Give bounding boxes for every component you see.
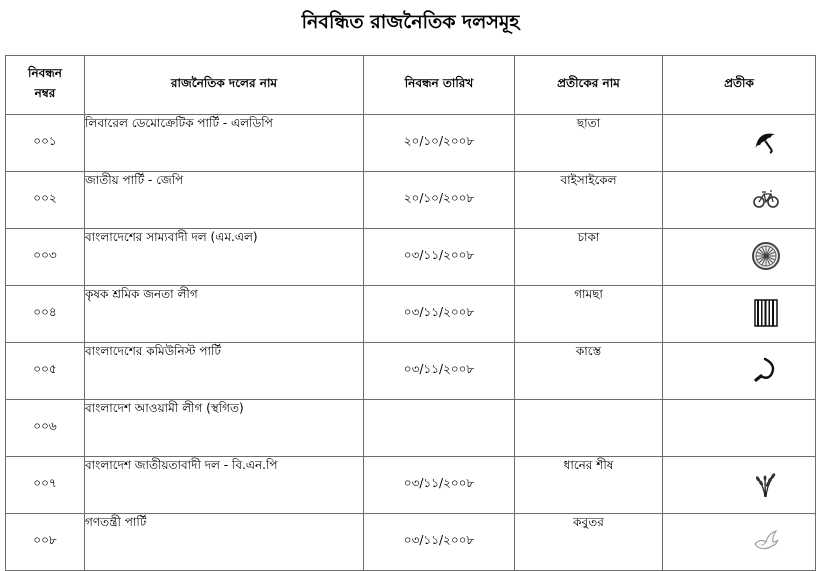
sickle-icon	[753, 357, 779, 383]
reg-date-cell: ০৩/১১/২০০৮	[364, 514, 515, 571]
table-row	[6, 343, 816, 400]
symbol-cell	[663, 343, 816, 400]
table-row	[6, 172, 816, 229]
header-serial: নিবন্ধন নম্বর	[6, 56, 85, 115]
party-name-cell: কৃষক শ্রমিক জনতা লীগ	[85, 286, 364, 343]
header-party-name: রাজনৈতিক দলের নাম	[85, 56, 364, 115]
symbol-cell	[663, 457, 816, 514]
symbol-name-cell: বাইসাইকেল	[515, 172, 663, 229]
symbol-name-cell	[515, 400, 663, 457]
serial-cell: ০০১	[6, 115, 85, 172]
party-name-cell: লিবারেল ডেমোক্রেটিক পার্টি - এলডিপি	[85, 115, 364, 172]
party-name-cell: জাতীয় পার্টি - জেপি	[85, 172, 364, 229]
symbol-name-cell: ধানের শীষ	[515, 457, 663, 514]
party-name-cell: গণতন্ত্রী পার্টি	[85, 514, 364, 571]
symbol-cell	[663, 514, 816, 571]
header-reg-date: নিবন্ধন তারিখ	[364, 56, 515, 115]
symbol-name-cell: ছাতা	[515, 115, 663, 172]
serial-cell: ০০৮	[6, 514, 85, 571]
symbol-name-cell: কবুতর	[515, 514, 663, 571]
serial-cell: ০০৬	[6, 400, 85, 457]
table-header-row	[6, 56, 816, 115]
serial-cell: ০০৭	[6, 457, 85, 514]
table-row	[6, 514, 816, 571]
umbrella-icon	[753, 129, 779, 155]
reg-date-cell: ০৩/১১/২০০৮	[364, 457, 515, 514]
reg-date-cell: ২০/১০/২০০৮	[364, 172, 515, 229]
header-symbol: প্রতীক	[663, 56, 816, 115]
reg-date-cell: ২০/১০/২০০৮	[364, 115, 515, 172]
reg-date-cell	[364, 400, 515, 457]
symbol-name-cell: গামছা	[515, 286, 663, 343]
reg-date-cell: ০৩/১১/২০০৮	[364, 286, 515, 343]
table-row	[6, 400, 816, 457]
gamchha-icon	[754, 298, 778, 328]
table-row	[6, 286, 816, 343]
party-name-cell: বাংলাদেশের সাম্যবাদী দল (এম.এল)	[85, 229, 364, 286]
reg-date-cell: ০৩/১১/২০০৮	[364, 229, 515, 286]
reg-date-cell: ০৩/১১/২০০৮	[364, 343, 515, 400]
wheel-icon	[751, 241, 781, 271]
table-row	[6, 115, 816, 172]
symbol-cell	[663, 286, 816, 343]
symbol-cell	[663, 115, 816, 172]
table-row	[6, 229, 816, 286]
party-name-cell: বাংলাদেশের কমিউনিস্ট পার্টি	[85, 343, 364, 400]
serial-cell: ০০২	[6, 172, 85, 229]
page-title: নিবন্ধিত রাজনৈতিক দলসমূহ	[301, 11, 520, 33]
serial-cell: ০০৩	[6, 229, 85, 286]
symbol-cell	[663, 400, 816, 457]
symbol-cell	[663, 172, 816, 229]
bicycle-icon	[753, 188, 779, 210]
dove-icon	[752, 528, 780, 554]
serial-cell: ০০৪	[6, 286, 85, 343]
symbol-name-cell: চাকা	[515, 229, 663, 286]
party-registration-table	[5, 55, 816, 571]
party-name-cell: বাংলাদেশ জাতীয়তাবাদী দল - বি.এন.পি	[85, 457, 364, 514]
symbol-cell	[663, 229, 816, 286]
party-name-cell: বাংলাদেশ আওয়ামী লীগ (স্থগিত)	[85, 400, 364, 457]
header-symbol-name: প্রতীকের নাম	[515, 56, 663, 115]
symbol-name-cell: কাস্তে	[515, 343, 663, 400]
paddy-sheaf-icon	[753, 470, 779, 498]
serial-cell: ০০৫	[6, 343, 85, 400]
table-row	[6, 457, 816, 514]
